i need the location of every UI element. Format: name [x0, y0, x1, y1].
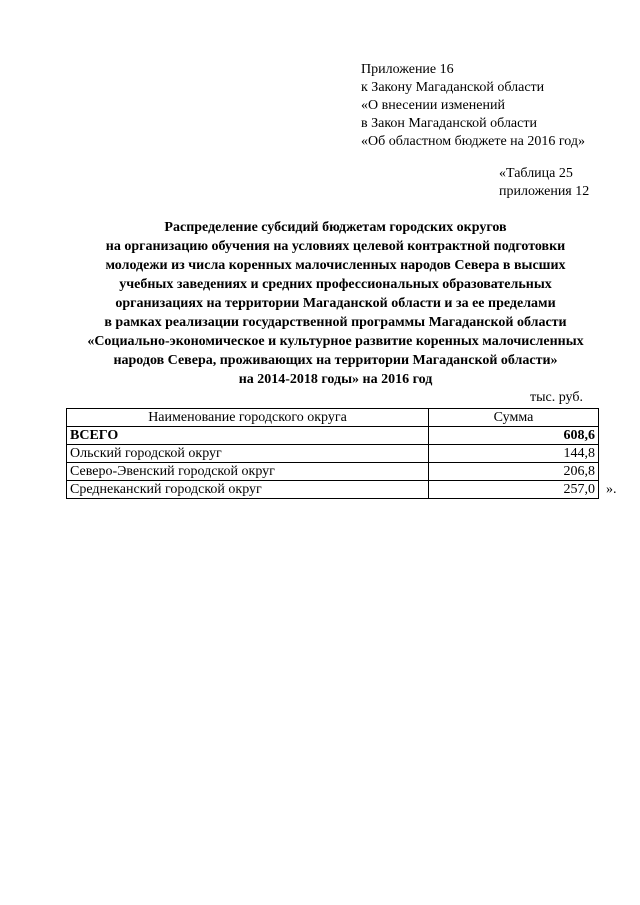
table-row — [67, 463, 599, 481]
title-line: на организацию обучения на условиях целевой контрактной подготовки — [105, 239, 566, 254]
title-line: учебных заведениях и средних профессиональных образовательных — [119, 277, 552, 292]
district-sum: 257,0 — [429, 481, 599, 499]
header-sum: Сумма — [429, 409, 599, 427]
district-sum: 144,8 — [429, 445, 599, 463]
table-reference-line: приложения 12 — [499, 184, 590, 199]
appendix-line: «Об областном бюджете на 2016 год» — [361, 134, 585, 149]
district-sum: 206,8 — [429, 463, 599, 481]
title-line: народов Севера, проживающих на территории Магаданской области» — [113, 353, 558, 368]
total-label: ВСЕГО — [67, 427, 429, 445]
appendix-line: «О внесении изменений — [361, 98, 505, 113]
table-row-total — [67, 427, 599, 445]
appendix-header — [361, 61, 585, 151]
title-line: организациях на территории Магаданской области и за ее пределами — [115, 296, 556, 311]
title-line: Распределение субсидий бюджетам городских округов — [164, 220, 507, 235]
table-reference-line: «Таблица 25 — [499, 166, 573, 181]
table-row — [67, 481, 599, 499]
title-line: молодежи из числа коренных малочисленных народов Севера в высших — [105, 258, 566, 273]
total-sum: 608,6 — [429, 427, 599, 445]
district-name: Среднеканский городской округ — [67, 481, 429, 499]
title-line: «Социально-экономическое и культурное развитие коренных малочисленных — [87, 334, 584, 349]
units-label: тыс. руб. — [530, 390, 583, 405]
title-line: в рамках реализации государственной программы Магаданской области — [104, 315, 567, 330]
appendix-line: к Закону Магаданской области — [361, 80, 545, 95]
table-row — [67, 445, 599, 463]
header-district-name: Наименование городского округа — [67, 409, 429, 427]
district-name: Ольский городской округ — [67, 445, 429, 463]
table-reference — [499, 165, 589, 201]
table-header-row — [67, 409, 599, 427]
subsidy-table — [66, 408, 599, 499]
title-line: на 2014-2018 годы» на 2016 год — [238, 372, 433, 387]
document-title — [58, 218, 613, 389]
district-name: Северо-Эвенский городской округ — [67, 463, 429, 481]
closing-quote-mark: ». — [606, 482, 617, 497]
appendix-line: Приложение 16 — [361, 62, 454, 77]
appendix-line: в Закон Магаданской области — [361, 116, 537, 131]
